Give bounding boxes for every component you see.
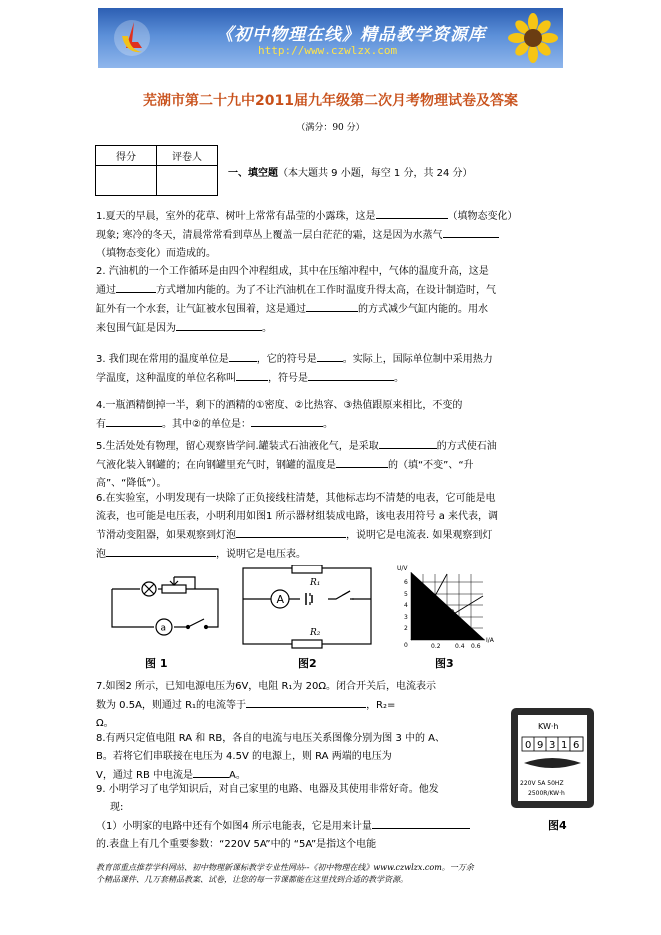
fig2-r1-label: R₁ (310, 578, 321, 588)
figure-4-caption: 图4 (548, 819, 567, 832)
blank[interactable] (306, 300, 358, 312)
blank[interactable] (246, 696, 366, 708)
question-7: 7.如图2 所示，已知电源电压为6V，电阻 R₁为 20Ω。闭合开关后，电流表示 数为 0.5A，则通过 R₁的电流等于 ，R₂= Ω。 (96, 681, 436, 729)
question-9: 9. 小明学习了电学知识后，对自己家里的电路、电器及其使用非常好奇。他发 现: （1）小明家的电路中还有个如图4 所示电能表，它是用来计量 的.表盘上有几个重要参数：“220V 5A”中的 “5A”是指这个电能 (96, 781, 470, 854)
figure-2-circuit (240, 565, 375, 655)
sunflower-icon (497, 12, 561, 68)
grade-table (95, 145, 218, 196)
grader-cell (157, 166, 218, 196)
question-3: 3. 我们现在常用的温度单位是 ，它的符号是 。实际上，国际单位制中采用热力 学温度，这种温度的单位名称叫 ，符号是 。 (96, 350, 493, 388)
fig3-y-label: U/V (397, 565, 408, 572)
fig1-meter-label: a (160, 623, 167, 634)
fig3-line-b-label: B (450, 609, 455, 616)
document-title: 芜湖市第二十九中2011届九年级第二次月考物理试卷及答案 (143, 93, 518, 109)
footer-line-1: 教育部重点推荐学科网站、初中物理新课标教学专业性网站--《初中物理在线》www.czwlzx.com。一万余 (96, 863, 474, 872)
blank[interactable] (376, 207, 448, 219)
question-6: 6.在实验室，小明发现有一块除了正负接线柱清楚，其他标志均不清楚的电表，它可能是电 流表，也可能是电压表，小明利用如图1 所示器材组装成电路，该电表用符号 a 来代表，调 节滑动变阻器，如果观察到灯泡 ，说明它是电流表. 如果观察到灯 泡 ，说明它是电压表。 (96, 493, 499, 560)
blank[interactable] (116, 281, 156, 293)
section-note: （本大题共 9 小题，每空 1 分，共 24 分） (278, 168, 473, 179)
fig2-ammeter-label: A (276, 593, 285, 606)
grader-header: 评卷人 (157, 146, 218, 166)
banner-title: 《初中物理在线》精品教学资源库 (216, 25, 486, 45)
blank[interactable] (317, 350, 343, 362)
question-1: 1.夏天的早晨，室外的花草、树叶上常常有晶莹的小露珠，这是 （填物态变化） 现象; 寒冷的冬天，清晨常常看到草丛上覆盖一层白茫茫的霜，这是因为水蒸气 （填物态变化）而造成的。 (96, 207, 518, 263)
blank[interactable] (443, 226, 499, 238)
fig3-x-label: I/A (486, 637, 494, 644)
meter-digit: 0 (525, 740, 532, 751)
figure-3-graph (395, 560, 500, 652)
figure-4-electric-meter (510, 707, 595, 809)
blank[interactable] (193, 766, 229, 778)
fig3-x-tick: 0.6 (471, 643, 481, 650)
blank[interactable] (336, 456, 388, 468)
fig3-y-tick: 6 (404, 579, 408, 586)
blank[interactable] (308, 369, 394, 381)
question-4: 4.一瓶酒精倒掉一半，剩下的酒精的①密度、②比热容、③热值跟原来相比，不变的 有 。其中②的单位是： 。 (96, 400, 463, 430)
blank[interactable] (379, 437, 437, 449)
meter-digit: 3 (549, 740, 556, 751)
score-note: （满分：90 分） (296, 123, 365, 133)
section-heading (228, 164, 473, 179)
score-header: 得分 (96, 146, 157, 166)
fig3-y-tick: 4 (404, 602, 408, 609)
page-footer (96, 862, 474, 886)
question-8: 8.有两只定值电阻 RA 和 RB，各自的电流与电压关系图像分别为图 3 中的 A、 B。若将它们串联接在电压为 4.5V 的电源上，则 RA 两端的电压为 V，通过 RB 中电流是 A。 (96, 733, 446, 781)
blank[interactable] (251, 415, 323, 427)
blank[interactable] (106, 415, 162, 427)
blank[interactable] (176, 319, 262, 331)
site-logo-icon (112, 18, 152, 58)
banner-url[interactable]: http://www.czwlzx.com (258, 44, 398, 57)
question-2: 2. 汽油机的一个工作循环是由四个冲程组成，其中在压缩冲程中，气体的温度升高，这是 通过 方式增加内能的。为了不让汽油机在工作时温度升得太高，在设计制造时，气 缸外有一个水套，让气缸被水包围着，这是通过 的方式减少气缸内能的。用水 来包围气缸是因为 。 (96, 266, 496, 334)
fig3-origin: 0 (404, 642, 408, 649)
site-banner (98, 8, 563, 68)
figure-1-circuit (100, 575, 220, 650)
meter-digit: 6 (573, 740, 580, 751)
figure-3-caption: 图3 (435, 657, 454, 670)
figure-2-caption: 图2 (298, 657, 317, 670)
footer-line-2: 个精品课件、几万套精品教案、试卷，让您的每一节课都能在这里找到合适的教学资源。 (96, 875, 408, 884)
blank[interactable] (236, 369, 268, 381)
meter-digit: 1 (561, 740, 568, 751)
fig3-x-tick: 0.2 (431, 643, 441, 650)
blank[interactable] (106, 545, 216, 557)
meter-unit-label: KW·h (538, 722, 559, 731)
fig3-y-tick: 5 (404, 591, 408, 598)
fig3-y-tick: 2 (404, 625, 408, 632)
question-5: 5.生活处处有物理，留心观察皆学问.罐装式石油液化气，是采取 的方式使石油 气液化装入钢罐的；在向钢罐里充气时，钢罐的温度是 的（填“不变”、“升 高”、“降低”）。 (96, 437, 497, 493)
blank[interactable] (236, 526, 346, 538)
meter-spec-1: 220V 5A 50HZ (520, 780, 564, 787)
score-cell (96, 166, 157, 196)
fig2-r2-label: R₂ (310, 628, 321, 638)
blank[interactable] (372, 817, 470, 829)
figure-1-caption: 图 1 (145, 657, 168, 670)
section-label: 一、填空题 (228, 168, 278, 179)
fig3-x-tick: 0.4 (455, 643, 465, 650)
blank[interactable] (229, 350, 257, 362)
meter-spec-2: 2500R/KW·h (528, 790, 565, 797)
meter-digit: 9 (537, 740, 544, 751)
fig3-y-tick: 3 (404, 614, 408, 621)
fig3-line-a-label: A (428, 591, 433, 598)
